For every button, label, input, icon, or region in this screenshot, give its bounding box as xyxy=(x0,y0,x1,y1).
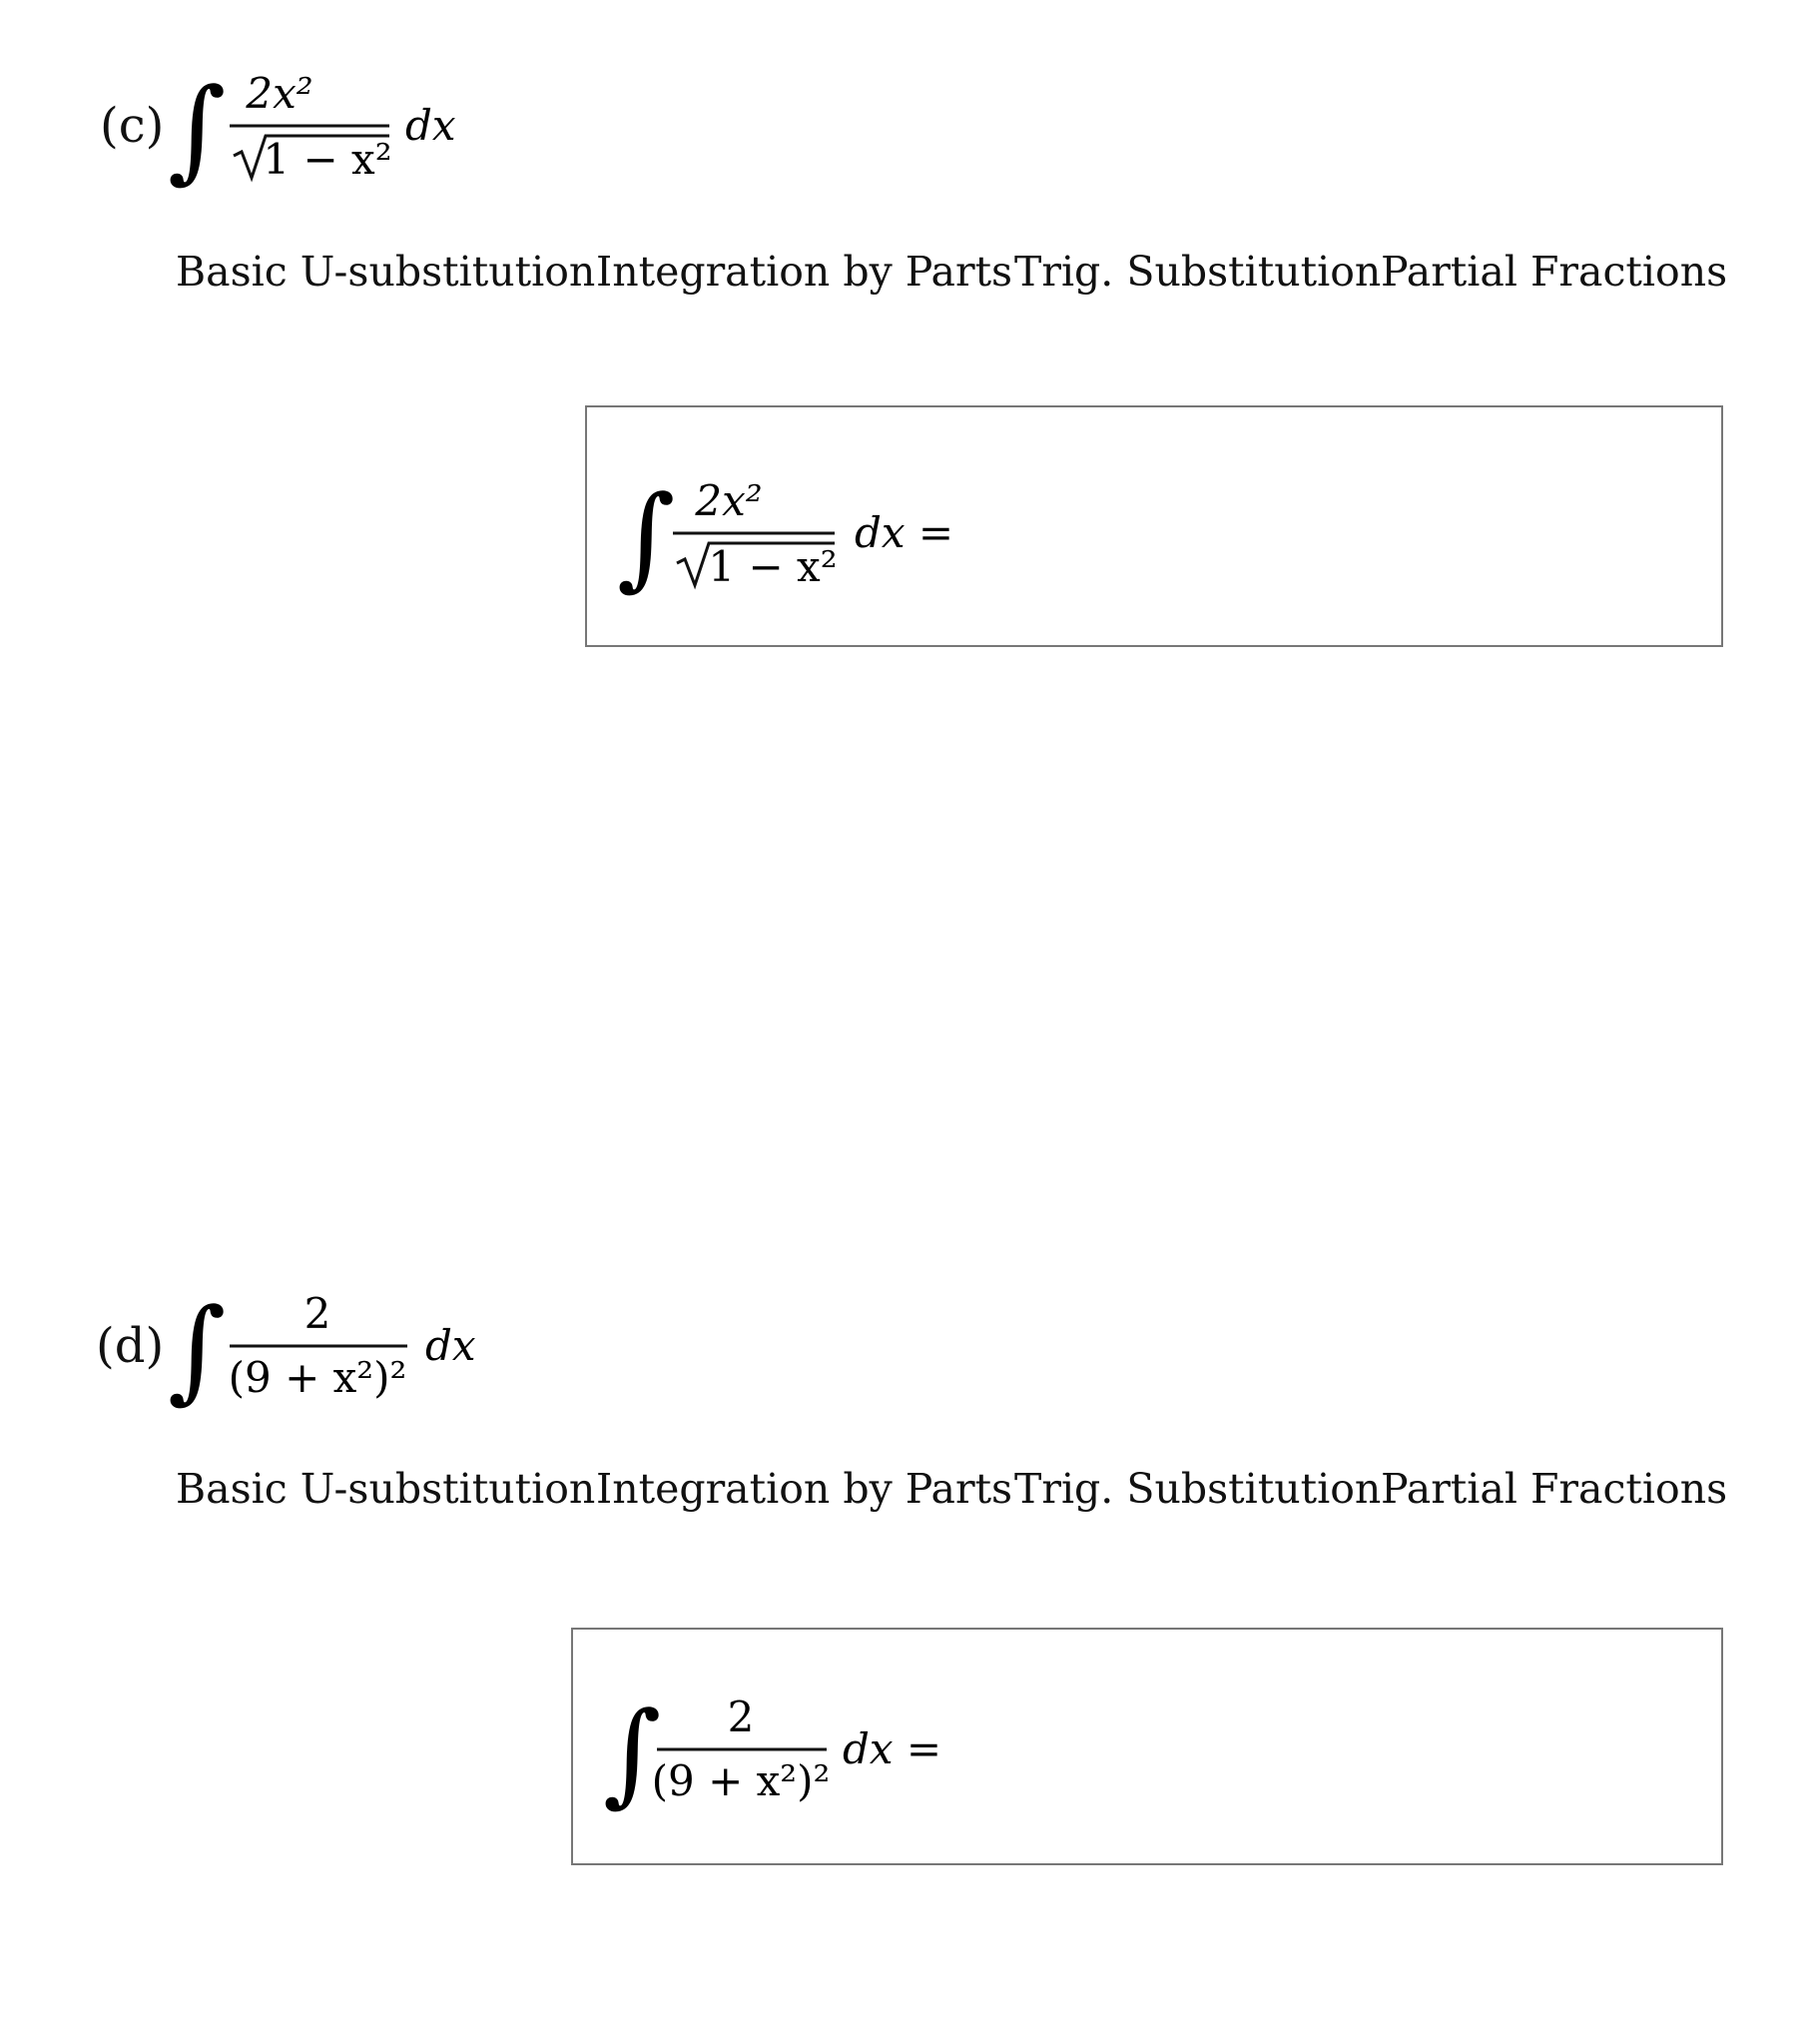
numerator: 2 xyxy=(727,1693,755,1741)
answer-box[interactable] xyxy=(571,1628,1723,1865)
denominator: (9 + x²)² xyxy=(651,1756,831,1805)
integral-expression xyxy=(168,1284,487,1414)
denominator-radicand: 1 − x² xyxy=(263,135,392,184)
integral-sign: ∫ xyxy=(168,65,227,190)
problem-label: (d) xyxy=(96,1318,165,1374)
option-trig-substitution[interactable]: Trig. Substitution xyxy=(1014,1465,1382,1513)
answer-box[interactable] xyxy=(585,405,1723,647)
problem-label: (c) xyxy=(100,98,165,154)
option-integration-by-parts[interactable]: Integration by Parts xyxy=(596,248,1013,296)
integral-sign: ∫ xyxy=(617,472,676,597)
option-basic-u-substitution[interactable]: Basic U-substitution xyxy=(176,1465,596,1513)
numerator: 2 xyxy=(303,1289,331,1338)
integral-expression xyxy=(168,60,487,190)
integral-sign: ∫ xyxy=(168,1285,227,1414)
integral-sign: ∫ xyxy=(603,1689,662,1817)
option-integration-by-parts[interactable]: Integration by Parts xyxy=(596,1465,1013,1513)
answer-expression xyxy=(617,467,976,597)
answer-expression xyxy=(603,1688,962,1817)
denominator: (9 + x²)² xyxy=(228,1353,407,1402)
option-partial-fractions[interactable]: Partial Fractions xyxy=(1381,1465,1728,1513)
answer-prompt: dx = xyxy=(843,1724,942,1773)
option-basic-u-substitution[interactable]: Basic U-substitution xyxy=(176,248,596,296)
numerator: 2x² xyxy=(695,476,763,525)
differential: dx xyxy=(405,101,456,150)
option-trig-substitution[interactable]: Trig. Substitution xyxy=(1014,248,1382,296)
differential: dx xyxy=(425,1321,476,1370)
numerator: 2x² xyxy=(246,69,313,118)
answer-prompt: dx = xyxy=(855,508,954,557)
option-partial-fractions[interactable]: Partial Fractions xyxy=(1381,248,1728,296)
denominator-radicand: 1 − x² xyxy=(708,542,838,591)
